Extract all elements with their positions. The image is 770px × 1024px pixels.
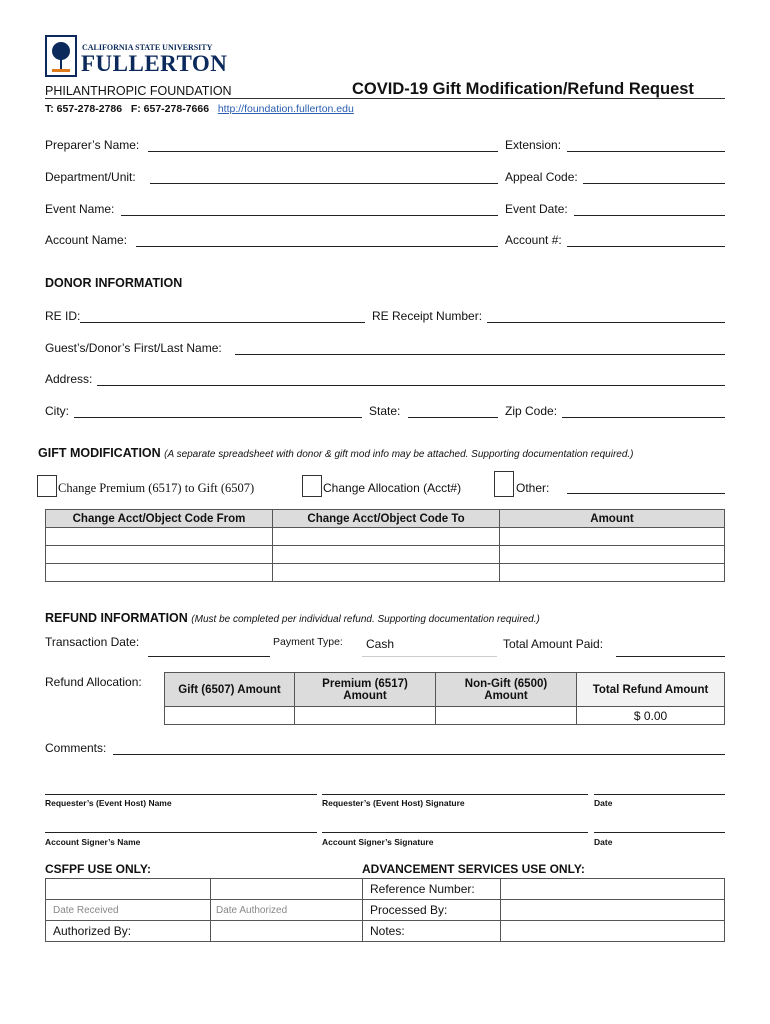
acct-sig-line[interactable] bbox=[322, 832, 588, 833]
date2-line[interactable] bbox=[594, 832, 725, 833]
state-field[interactable] bbox=[408, 417, 498, 418]
extension-label: Extension: bbox=[505, 138, 562, 152]
date1-line[interactable] bbox=[594, 794, 725, 795]
date1-label: Date bbox=[594, 798, 613, 808]
city-label: City: bbox=[45, 404, 69, 418]
table-cell[interactable] bbox=[273, 528, 500, 546]
fax: F: 657-278-7666 bbox=[130, 103, 210, 115]
premium-amount-cell[interactable] bbox=[295, 707, 436, 725]
total-refund-cell bbox=[577, 707, 725, 725]
table-row bbox=[165, 707, 725, 725]
col-amount-header: Amount bbox=[500, 510, 725, 528]
event-name-label: Event Name: bbox=[45, 202, 115, 216]
city-field[interactable] bbox=[74, 417, 362, 418]
page-title: COVID-19 Gift Modification/Refund Request bbox=[352, 80, 694, 98]
gift-mod-table bbox=[45, 509, 725, 582]
table-cell[interactable] bbox=[500, 564, 725, 582]
payment-type-field[interactable] bbox=[362, 632, 497, 657]
nongift-amount-cell[interactable] bbox=[436, 707, 577, 725]
event-name-field[interactable] bbox=[121, 215, 498, 216]
guest-name-field[interactable] bbox=[235, 354, 725, 355]
col-nongift-header bbox=[436, 673, 577, 707]
comments-field[interactable] bbox=[113, 754, 725, 755]
table-row bbox=[46, 528, 725, 546]
payment-type-label: Payment Type: bbox=[273, 636, 343, 648]
contact-line bbox=[45, 103, 354, 115]
gift-mod-note: (A separate spreadsheet with donor & gift mod info may be attached. Supporting documentation required.) bbox=[164, 449, 634, 460]
advancement-table bbox=[362, 878, 725, 942]
cspf-blank-cell[interactable] bbox=[211, 879, 363, 900]
total-refund-value: $ 0.00 bbox=[633, 708, 668, 723]
requester-name-line[interactable] bbox=[45, 794, 317, 795]
department-field[interactable] bbox=[150, 183, 498, 184]
processed-cell bbox=[363, 900, 501, 921]
table-cell[interactable] bbox=[46, 528, 273, 546]
table-cell[interactable] bbox=[46, 564, 273, 582]
zip-label: Zip Code: bbox=[505, 404, 558, 418]
cspf-heading: CSFPF USE ONLY: bbox=[45, 862, 152, 876]
comments-label: Comments: bbox=[45, 741, 107, 755]
csuf-logo bbox=[45, 35, 235, 79]
department-label: Department/Unit: bbox=[45, 170, 136, 184]
processed-value-cell[interactable] bbox=[501, 900, 725, 921]
notes-label: Notes: bbox=[370, 924, 405, 938]
table-cell[interactable] bbox=[273, 546, 500, 564]
zip-field[interactable] bbox=[562, 417, 725, 418]
other-label: Other: bbox=[516, 481, 550, 495]
event-date-label: Event Date: bbox=[505, 202, 568, 216]
table-cell[interactable] bbox=[273, 564, 500, 582]
table-row bbox=[46, 564, 725, 582]
refund-allocation-label: Refund Allocation: bbox=[45, 675, 142, 689]
appeal-label: Appeal Code: bbox=[505, 170, 578, 184]
col-to-header: Change Acct/Object Code To bbox=[273, 510, 500, 528]
university-seal-icon bbox=[45, 35, 77, 77]
date-received-cell[interactable] bbox=[46, 900, 211, 921]
requester-sig-line[interactable] bbox=[322, 794, 588, 795]
phone: T: 657-278-2786 bbox=[45, 103, 123, 115]
authorized-by-cell[interactable] bbox=[46, 921, 211, 942]
re-id-field[interactable] bbox=[80, 322, 365, 323]
gift-amount-cell[interactable] bbox=[165, 707, 295, 725]
address-label: Address: bbox=[45, 372, 93, 386]
other-field[interactable] bbox=[567, 493, 725, 494]
reference-value-cell[interactable] bbox=[501, 879, 725, 900]
address-field[interactable] bbox=[97, 385, 725, 386]
col-total-label: Total Refund Amount bbox=[592, 683, 709, 696]
acct-sig-label: Account Signer’s Signature bbox=[322, 837, 434, 847]
cspf-table bbox=[45, 878, 363, 942]
gift-mod-heading-row bbox=[38, 446, 634, 460]
reference-label: Reference Number: bbox=[370, 882, 475, 896]
re-id-label: RE ID: bbox=[45, 309, 81, 323]
preparer-label: Preparer’s Name: bbox=[45, 138, 140, 152]
refund-table bbox=[164, 672, 725, 725]
advancement-heading: ADVANCEMENT SERVICES USE ONLY: bbox=[362, 862, 585, 876]
guest-name-label: Guest’s/Donor’s First/Last Name: bbox=[45, 341, 222, 355]
refund-note: (Must be completed per individual refund. Supporting documentation required.) bbox=[191, 614, 540, 625]
col-premium-line2: Amount bbox=[343, 689, 387, 702]
account-name-field[interactable] bbox=[136, 246, 498, 247]
donor-heading: DONOR INFORMATION bbox=[45, 276, 183, 290]
col-nongift-line2: Amount bbox=[484, 689, 528, 702]
table-row bbox=[46, 546, 725, 564]
table-cell[interactable] bbox=[500, 528, 725, 546]
change-allocation-label: Change Allocation (Acct#) bbox=[323, 481, 462, 495]
other-checkbox[interactable] bbox=[494, 471, 514, 497]
logo-line1: CALIFORNIA STATE UNIVERSITY bbox=[82, 43, 213, 52]
event-date-field[interactable] bbox=[574, 215, 725, 216]
state-label: State: bbox=[369, 404, 401, 418]
total-paid-field[interactable] bbox=[616, 656, 725, 657]
payment-type-value: Cash bbox=[366, 637, 395, 651]
extension-field[interactable] bbox=[567, 151, 725, 152]
col-premium-header bbox=[295, 673, 436, 707]
account-num-field[interactable] bbox=[567, 246, 725, 247]
transaction-date-field[interactable] bbox=[148, 656, 270, 657]
premium-to-gift-checkbox[interactable] bbox=[37, 475, 57, 497]
account-name-label: Account Name: bbox=[45, 233, 128, 247]
foundation-link[interactable]: http://foundation.fullerton.edu bbox=[217, 103, 354, 115]
col-from-header: Change Acct/Object Code From bbox=[46, 510, 273, 528]
date-received-label: Date Received bbox=[53, 905, 119, 916]
col-gift-label: Gift (6507) Amount bbox=[178, 683, 281, 696]
requester-sig-label: Requester’s (Event Host) Signature bbox=[322, 798, 465, 808]
appeal-field[interactable] bbox=[583, 183, 725, 184]
date2-label: Date bbox=[594, 837, 613, 847]
total-paid-label: Total Amount Paid: bbox=[503, 637, 604, 651]
foundation-name: PHILANTHROPIC FOUNDATION bbox=[45, 84, 232, 98]
re-receipt-label: RE Receipt Number: bbox=[372, 309, 483, 323]
col-nongift-line1: Non-Gift (6500) bbox=[464, 677, 548, 690]
transaction-date-label: Transaction Date: bbox=[45, 635, 140, 649]
date-authorized-label: Date Authorized bbox=[216, 905, 288, 916]
refund-heading: REFUND INFORMATION bbox=[45, 611, 188, 625]
cspf-blank-cell[interactable] bbox=[46, 879, 211, 900]
gift-mod-heading: GIFT MODIFICATION bbox=[38, 446, 161, 460]
refund-heading-row bbox=[45, 611, 540, 625]
premium-to-gift-label: Change Premium (6517) to Gift (6507) bbox=[58, 481, 255, 495]
table-cell[interactable] bbox=[500, 546, 725, 564]
requester-name-label: Requester’s (Event Host) Name bbox=[45, 798, 172, 808]
col-gift-header bbox=[165, 673, 295, 707]
acct-name-line[interactable] bbox=[45, 832, 317, 833]
notes-cell bbox=[363, 921, 501, 942]
logo-line2: FULLERTON bbox=[81, 51, 228, 76]
date-authorized-cell[interactable] bbox=[211, 900, 363, 921]
notes-value-cell[interactable] bbox=[501, 921, 725, 942]
change-allocation-checkbox[interactable] bbox=[302, 475, 322, 497]
table-cell[interactable] bbox=[46, 546, 273, 564]
re-receipt-field[interactable] bbox=[487, 322, 725, 323]
reference-cell bbox=[363, 879, 501, 900]
acct-name-label: Account Signer’s Name bbox=[45, 837, 141, 847]
col-total-header bbox=[577, 673, 725, 707]
authorized-by-label: Authorized By: bbox=[53, 924, 132, 938]
authorized-by-value-cell[interactable] bbox=[211, 921, 363, 942]
col-premium-line1: Premium (6517) bbox=[322, 677, 408, 690]
account-num-label: Account #: bbox=[505, 233, 562, 247]
preparer-field[interactable] bbox=[148, 151, 498, 152]
processed-label: Processed By: bbox=[370, 903, 448, 917]
